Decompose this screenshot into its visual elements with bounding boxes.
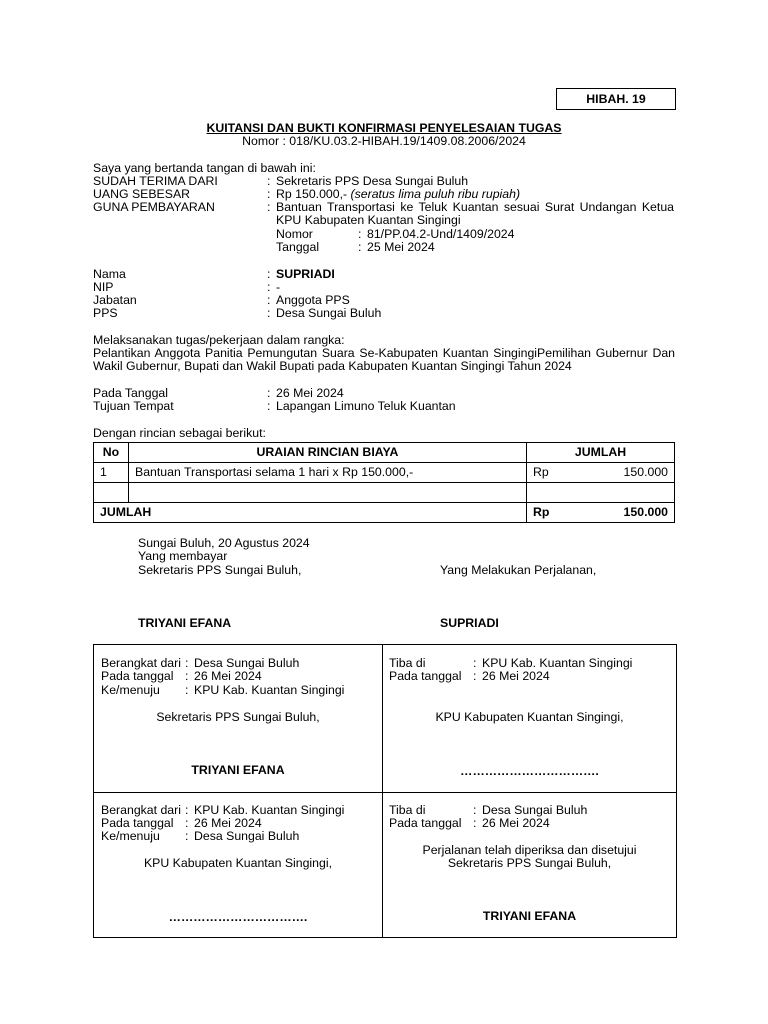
- q3-name-placeholder: …………………………….: [168, 910, 308, 924]
- header-jumlah: JUMLAH: [527, 443, 675, 463]
- q4-name: TRIYANI EFANA: [482, 909, 577, 923]
- traveler-role: Yang Melakukan Perjalanan,: [440, 563, 597, 577]
- colon: :: [473, 656, 477, 670]
- row-no: 1: [94, 463, 129, 483]
- q1-value1: Desa Sungai Buluh: [194, 656, 300, 670]
- q2-role: KPU Kabupaten Kuantan Singingi,: [435, 710, 624, 724]
- q4-role-line1: Perjalanan telah diperiksa dan disetujui: [422, 843, 637, 857]
- q1-label1: Berangkat dari: [101, 656, 181, 670]
- total-currency: Rp: [533, 504, 550, 519]
- document-title: KUITANSI DAN BUKTI KONFIRMASI PENYELESAIAN TUGAS: [206, 121, 562, 135]
- task-line1: Pelantikan Anggota Panitia Pemungutan Suara Se-Kabupaten Kuantan SingingiPemilihan Gubernur Dan: [93, 346, 675, 360]
- uang-amount: Rp 150.000,-: [276, 187, 348, 201]
- colon: :: [185, 683, 189, 697]
- pps-label: PPS: [93, 306, 118, 320]
- row-currency: Rp: [533, 464, 549, 479]
- q2-value2: 26 Mei 2024: [482, 669, 550, 683]
- q4-label1: Tiba di: [389, 803, 426, 817]
- trip-date-value: 26 Mei 2024: [276, 386, 344, 400]
- q1-label2: Pada tanggal: [101, 669, 174, 683]
- q4-label2: Pada tanggal: [389, 816, 462, 830]
- header-uraian: URAIAN RINCIAN BIAYA: [129, 443, 527, 463]
- row-amount-cell: [527, 463, 675, 483]
- document-number: Nomor : 018/KU.03.2-HIBAH.19/1409.08.2006/2024: [242, 134, 526, 148]
- place-date: Sungai Buluh, 20 Agustus 2024: [138, 536, 310, 550]
- q1-role: Sekretaris PPS Sungai Buluh,: [156, 710, 320, 724]
- q2-value1: KPU Kab. Kuantan Singingi: [482, 656, 633, 670]
- divider: [382, 645, 383, 937]
- colon: :: [185, 669, 189, 683]
- q3-label2: Pada tanggal: [101, 816, 174, 830]
- q1-value2: 26 Mei 2024: [194, 669, 262, 683]
- jabatan-label: Jabatan: [93, 293, 137, 307]
- cost-table: [93, 442, 675, 523]
- colon: :: [267, 280, 271, 294]
- colon: :: [185, 803, 189, 817]
- q3-value1: KPU Kab. Kuantan Singingi: [194, 803, 345, 817]
- tanggal-value: 25 Mei 2024: [367, 240, 435, 254]
- colon: :: [358, 240, 362, 254]
- header-no: No: [94, 443, 129, 463]
- q4-role-line2: Sekretaris PPS Sungai Buluh,: [447, 856, 612, 870]
- traveler-name: SUPRIADI: [440, 616, 499, 630]
- nomor-value: 81/PP.04.2-Und/1409/2024: [367, 227, 515, 241]
- empty-cell: [527, 483, 675, 503]
- trip-date-label: Pada Tanggal: [93, 386, 168, 400]
- sudah-label: SUDAH TERIMA DARI: [93, 174, 218, 188]
- empty-cell: [129, 483, 527, 503]
- q3-label1: Berangkat dari: [101, 803, 181, 817]
- nama-value: SUPRIADI: [276, 267, 335, 281]
- q1-value3: KPU Kab. Kuantan Singingi: [194, 683, 345, 697]
- colon: :: [267, 306, 271, 320]
- colon: :: [185, 816, 189, 830]
- table-header-row: [94, 443, 675, 463]
- table-intro: Dengan rincian sebagai berikut:: [93, 426, 266, 440]
- colon: :: [267, 187, 271, 201]
- q1-label3: Ke/menuju: [101, 683, 160, 697]
- colon: :: [358, 227, 362, 241]
- uang-label: UANG SEBESAR: [93, 187, 191, 201]
- colon: :: [267, 386, 271, 400]
- nomor-label: Nomor: [276, 227, 313, 241]
- travel-confirmation-box: [93, 644, 677, 938]
- payer-role: Sekretaris PPS Sungai Buluh,: [138, 563, 302, 577]
- row-desc: Bantuan Transportasi selama 1 hari x Rp 150.000,-: [129, 463, 527, 483]
- uang-words: (seratus lima puluh ribu rupiah): [350, 187, 521, 201]
- total-amount: 150.000: [623, 504, 668, 519]
- colon: :: [267, 267, 271, 281]
- q3-value3: Desa Sungai Buluh: [194, 829, 300, 843]
- nama-label: Nama: [93, 267, 126, 281]
- guna-line2: KPU Kabupaten Kuantan Singingi: [276, 213, 461, 227]
- empty-cell: [94, 483, 129, 503]
- total-amount-cell: [527, 503, 675, 523]
- payer-name: TRIYANI EFANA: [138, 616, 232, 630]
- task-intro: Melaksanakan tugas/pekerjaan dalam rangka:: [93, 333, 345, 347]
- payer-label: Yang membayar: [138, 549, 228, 563]
- pps-value: Desa Sungai Buluh: [276, 306, 382, 320]
- table-row-empty: [94, 483, 675, 503]
- trip-destination-label: Tujuan Tempat: [93, 399, 174, 413]
- q1-name: TRIYANI EFANA: [191, 763, 285, 777]
- colon: :: [185, 656, 189, 670]
- guna-label: GUNA PEMBAYARAN: [93, 200, 215, 214]
- table-row: [94, 463, 675, 483]
- nip-value: -: [276, 280, 281, 294]
- colon: :: [185, 829, 189, 843]
- jabatan-value: Anggota PPS: [276, 293, 350, 307]
- table-total-row: [94, 503, 675, 523]
- divider: [94, 792, 676, 793]
- sudah-value: Sekretaris PPS Desa Sungai Buluh: [276, 174, 469, 188]
- q3-value2: 26 Mei 2024: [194, 816, 262, 830]
- total-label: JUMLAH: [94, 503, 527, 523]
- colon: :: [267, 399, 271, 413]
- colon: :: [267, 200, 271, 214]
- q2-label2: Pada tanggal: [389, 669, 462, 683]
- intro-text: Saya yang bertanda tangan di bawah ini:: [93, 161, 316, 175]
- row-amount: 150.000: [623, 464, 668, 479]
- colon: :: [473, 803, 477, 817]
- colon: :: [267, 174, 271, 188]
- q3-label3: Ke/menuju: [101, 829, 160, 843]
- task-line2: Wakil Gubernur, Bupati dan Wakil Bupati pada Kabupaten Kuantan Singingi Tahun 2024: [93, 359, 572, 373]
- colon: :: [473, 816, 477, 830]
- q2-name-placeholder: …………………………….: [460, 764, 599, 778]
- q3-role: KPU Kabupaten Kuantan Singingi,: [143, 856, 332, 870]
- q2-label1: Tiba di: [389, 656, 426, 670]
- q4-value2: 26 Mei 2024: [482, 816, 550, 830]
- hibah-label: HIBAH. 19: [556, 88, 676, 110]
- tanggal-label: Tanggal: [276, 240, 320, 254]
- colon: :: [267, 293, 271, 307]
- q4-value1: Desa Sungai Buluh: [482, 803, 588, 817]
- colon: :: [473, 669, 477, 683]
- trip-destination-value: Lapangan Limuno Teluk Kuantan: [276, 399, 456, 413]
- nip-label: NIP: [93, 280, 114, 294]
- guna-line1: Bantuan Transportasi ke Teluk Kuantan sesuai Surat Undangan Ketua: [276, 200, 674, 214]
